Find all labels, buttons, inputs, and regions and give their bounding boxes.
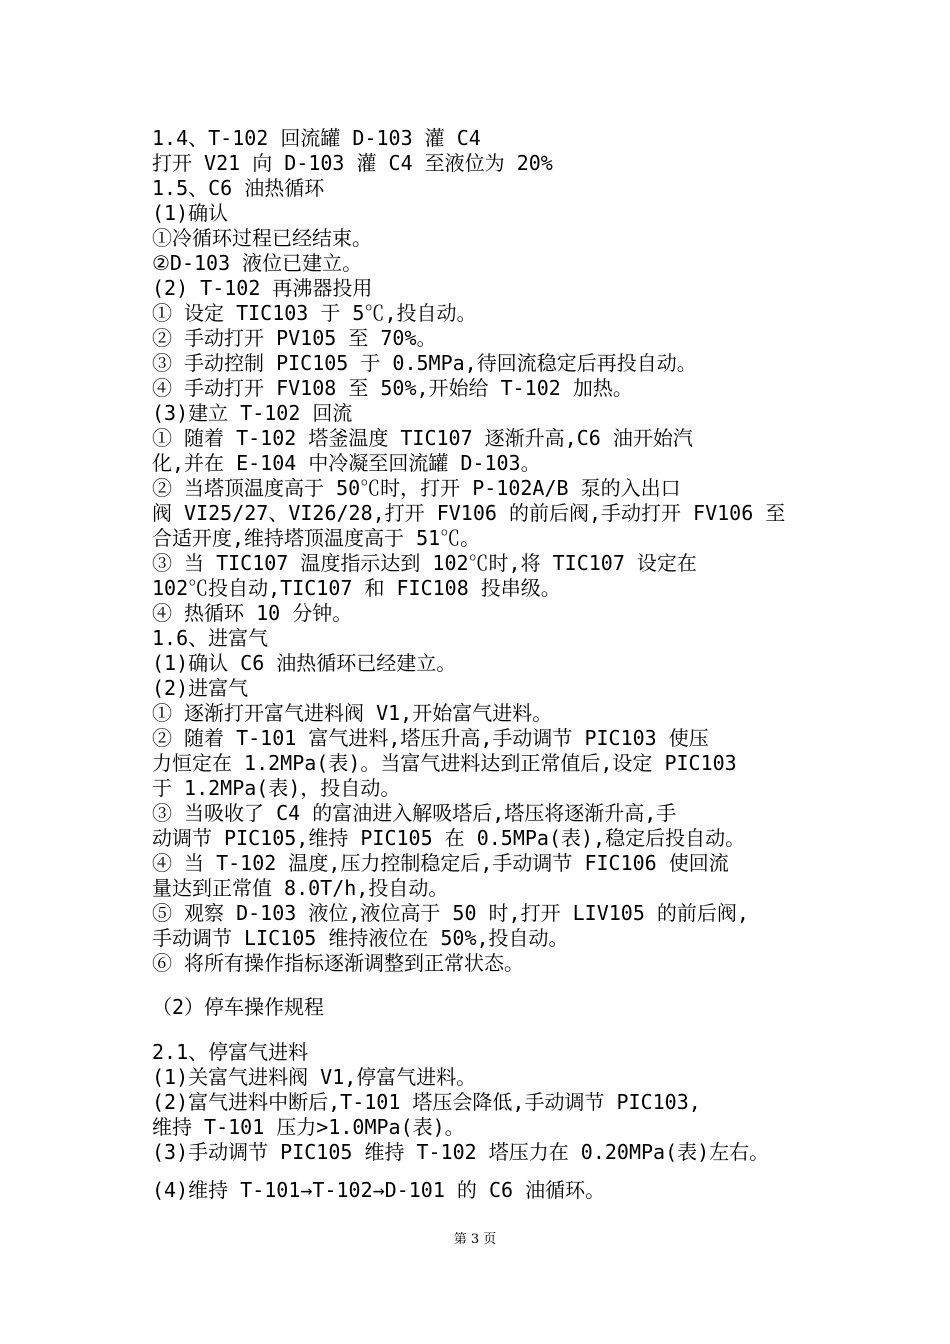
list-item: ① 设定 TIC103 于 5℃,投自动。 [152, 301, 477, 325]
subsection-heading: (1)确认 C6 油热循环已经建立。 [152, 651, 457, 675]
text-line: 手动调节 LIC105 维持液位在 50%,投自动。 [152, 926, 569, 950]
list-item: ④ 手动打开 FV108 至 50%,开始给 T-102 加热。 [152, 376, 633, 400]
list-item: ③ 当吸收了 C4 的富油进入解吸塔后,塔压将逐渐升高,手 [152, 801, 677, 825]
list-item: (2)富气进料中断后,T-101 塔压会降低,手动调节 PIC103, [152, 1090, 701, 1114]
text-line: 维持 T-101 压力>1.0MPa(表)。 [152, 1115, 465, 1139]
list-item: ② 手动打开 PV105 至 70%。 [152, 326, 437, 350]
text-line: 力恒定在 1.2MPa(表)。当富气进料达到正常值后,设定 PIC103 [152, 751, 737, 775]
text-line: 量达到正常值 8.0T/h,投自动。 [152, 876, 449, 900]
list-item: ③ 手动控制 PIC105 于 0.5MPa,待回流稳定后再投自动。 [152, 351, 697, 375]
section-heading: 1.6、进富气 [152, 626, 269, 650]
text-line: 于 1.2MPa(表)，投自动。 [152, 776, 401, 800]
section-heading: 2.1、停富气进料 [152, 1040, 309, 1064]
list-item: ⑤ 观察 D-103 液位,液位高于 50 时,打开 LIV105 的前后阀, [152, 901, 749, 925]
page-number: 第 3 页 [453, 1232, 497, 1247]
text-line: 102℃投自动,TIC107 和 FIC108 投串级。 [152, 576, 561, 600]
list-item: (3)手动调节 PIC105 维持 T-102 塔压力在 0.20MPa(表)左右。 [152, 1140, 770, 1164]
list-item: ④ 当 T-102 温度,压力控制稳定后,手动调节 FIC106 使回流 [152, 851, 729, 875]
list-item: (1)关富气进料阀 V1,停富气进料。 [152, 1065, 477, 1089]
list-item: ① 逐渐打开富气进料阀 V1,开始富气进料。 [152, 701, 553, 725]
section-heading: 1.5、C6 油热循环 [152, 176, 325, 200]
subsection-heading: (3)建立 T-102 回流 [152, 401, 353, 425]
list-item: ① 随着 T-102 塔釜温度 TIC107 逐渐升高,C6 油开始汽 [152, 426, 693, 450]
subsection-heading: (2) T-102 再沸器投用 [152, 276, 373, 300]
list-item: ② 当塔顶温度高于 50℃时，打开 P-102A/B 泵的入出口 [152, 476, 681, 500]
section-heading: 1.4、T-102 回流罐 D-103 灌 C4 [152, 126, 481, 150]
subsection-heading: (2)进富气 [152, 676, 249, 700]
list-item: ②D-103 液位已建立。 [152, 251, 363, 275]
list-item: ③ 当 TIC107 温度指示达到 102℃时,将 TIC107 设定在 [152, 551, 697, 575]
list-item: ①冷循环过程已经结束。 [152, 226, 372, 250]
text-line: 阀 VI25/27、VI26/28,打开 FV106 的前后阀,手动打开 FV106 至 [152, 501, 786, 525]
text-line: 动调节 PIC105,维持 PIC105 在 0.5MPa(表),稳定后投自动。 [152, 826, 746, 850]
list-item: ④ 热循环 10 分钟。 [152, 601, 353, 625]
text-line: 合适开度,维持塔顶温度高于 51℃。 [152, 526, 481, 550]
list-item: (4)维持 T-101→T-102→D-101 的 C6 油循环。 [152, 1178, 606, 1202]
chapter-heading: （2）停车操作规程 [152, 995, 325, 1019]
subsection-heading: (1)确认 [152, 201, 229, 225]
text-line: 化,并在 E-104 中冷凝至回流罐 D-103。 [152, 451, 541, 475]
text-line: 打开 V21 向 D-103 灌 C4 至液位为 20% [152, 151, 553, 175]
list-item: ② 随着 T-101 富气进料,塔压升高,手动调节 PIC103 使压 [152, 726, 709, 750]
list-item: ⑥ 将所有操作指标逐渐调整到正常状态。 [152, 951, 525, 975]
